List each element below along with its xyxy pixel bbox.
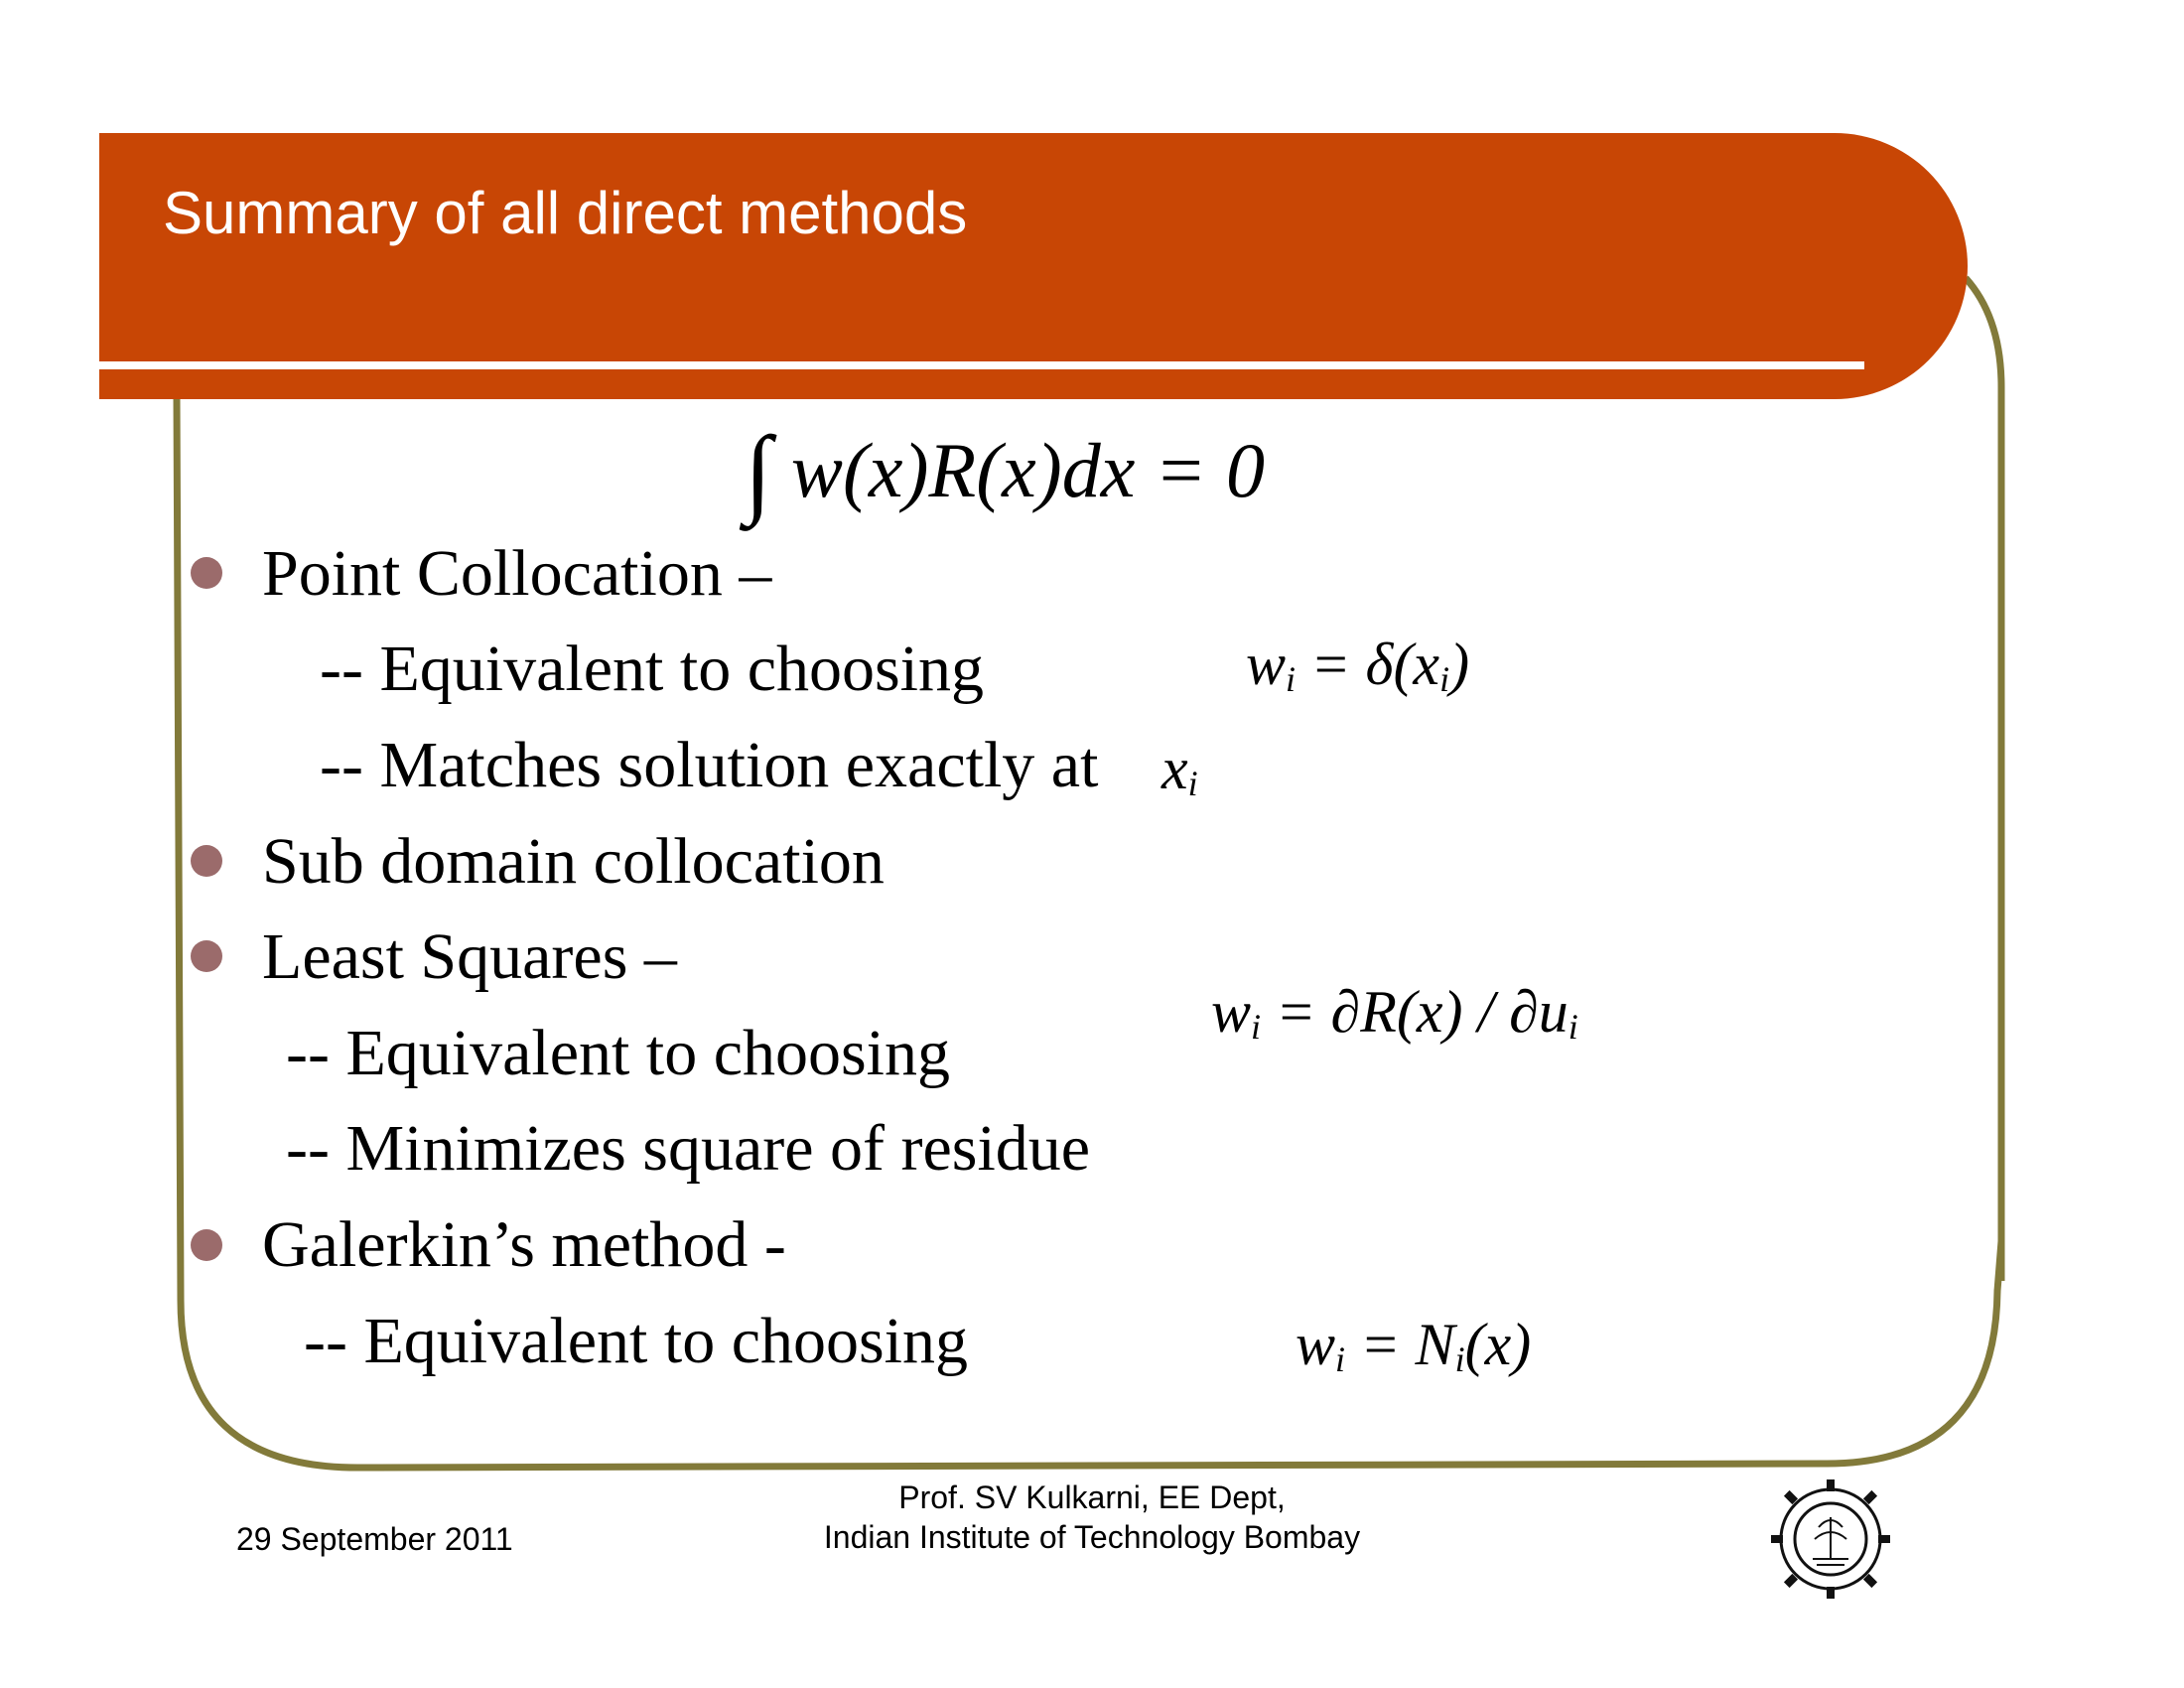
item-galerkin: Galerkin’s method - <box>262 1208 786 1281</box>
formula-point-collocation-weight: $w_i = \delta(x_i)$ <box>1246 632 1470 700</box>
footer-date: 29 September 2011 <box>236 1521 513 1557</box>
item-subdomain-collocation: Sub domain collocation <box>262 825 885 898</box>
item-ls-minimizes: -- Minimizes square of residue <box>286 1112 1091 1185</box>
item-point-collocation: Point Collocation – <box>262 537 772 610</box>
item-least-squares: Least Squares – <box>262 920 677 993</box>
footer-author-line2: Indian Institute of Technology Bombay <box>823 1519 1361 1555</box>
footer-author-line1: Prof. SV Kulkarni, EE Dept, <box>898 1479 1286 1515</box>
bullet-dot-icon <box>191 557 222 589</box>
item-galerkin-equivalent: -- Equivalent to choosing <box>304 1305 969 1377</box>
bullet-dot-icon <box>191 1229 222 1261</box>
header-divider <box>99 361 1864 369</box>
bullet-dot-icon <box>191 845 222 877</box>
header-band <box>99 133 1968 399</box>
iit-bombay-logo-icon <box>1769 1477 1892 1601</box>
item-pc-matches: -- Matches solution exactly at <box>320 729 1099 801</box>
formula-point-collocation-point: $x_i$ <box>1161 736 1198 804</box>
footer-author <box>695 1477 1489 1557</box>
slide-title: Summary of all direct methods <box>163 180 968 246</box>
formula-galerkin-weight: $w_i = N_i(x)$ <box>1296 1312 1532 1380</box>
item-pc-equivalent: -- Equivalent to choosing <box>320 633 985 705</box>
main-equation: ∫ w(x)R(x)dx = 0 <box>745 416 1266 526</box>
bullet-dot-icon <box>191 940 222 972</box>
formula-least-squares-weight: $w_i = \partial R(x) / \partial u_i$ <box>1211 979 1578 1048</box>
item-ls-equivalent: -- Equivalent to choosing <box>286 1017 951 1089</box>
